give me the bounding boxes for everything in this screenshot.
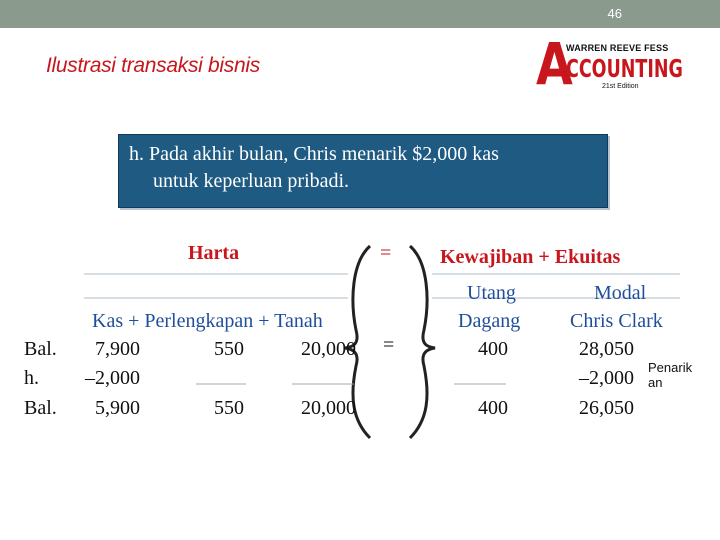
- row-label: Bal.: [24, 338, 57, 360]
- cell-modal: –2,000: [579, 367, 634, 389]
- penarikan-note: Penarik an: [648, 360, 693, 390]
- logo-letter: A: [536, 30, 573, 98]
- slide-title: Ilustrasi transaksi bisnis: [46, 54, 260, 77]
- transaction-line-1: h. Pada akhir bulan, Chris menarik $2,000 kas: [129, 143, 499, 165]
- assets-header: Kas + Perlengkapan + Tanah: [92, 310, 323, 332]
- transaction-line-2: untuk keperluan pribadi.: [153, 170, 350, 192]
- logo-edition: 21st Edition: [602, 83, 639, 90]
- cell-modal: 26,050: [579, 397, 634, 419]
- cell-tanah: 20,000: [301, 397, 356, 419]
- logo-word: CCOUNTING: [566, 54, 683, 83]
- cell-utang: 400: [478, 338, 508, 360]
- utang-header: Utang: [467, 282, 516, 304]
- cell-kas: –2,000: [85, 367, 140, 389]
- cell-perlengkapan: 550: [214, 338, 244, 360]
- modal-header: Modal: [594, 282, 647, 304]
- cell-tanah: 20,000: [301, 338, 356, 360]
- equals-middle: =: [383, 334, 395, 356]
- page-number: 46: [607, 6, 622, 21]
- cell-perlengkapan: 550: [214, 397, 244, 419]
- cell-utang: 400: [478, 397, 508, 419]
- cell-kas: 7,900: [95, 338, 140, 360]
- row-label: Bal.: [24, 397, 57, 419]
- equals-top: =: [380, 242, 392, 264]
- cell-kas: 5,900: [95, 397, 140, 419]
- right-brace: [410, 246, 435, 438]
- cell-modal: 28,050: [579, 338, 634, 360]
- row-label: h.: [24, 367, 39, 389]
- chris-clark-header: Chris Clark: [570, 310, 663, 332]
- logo-authors: WARREN REEVE FESS: [566, 43, 669, 53]
- dagang-header: Dagang: [458, 310, 521, 332]
- kewajiban-ekuitas-label: Kewajiban + Ekuitas: [440, 246, 621, 268]
- harta-label: Harta: [188, 242, 240, 264]
